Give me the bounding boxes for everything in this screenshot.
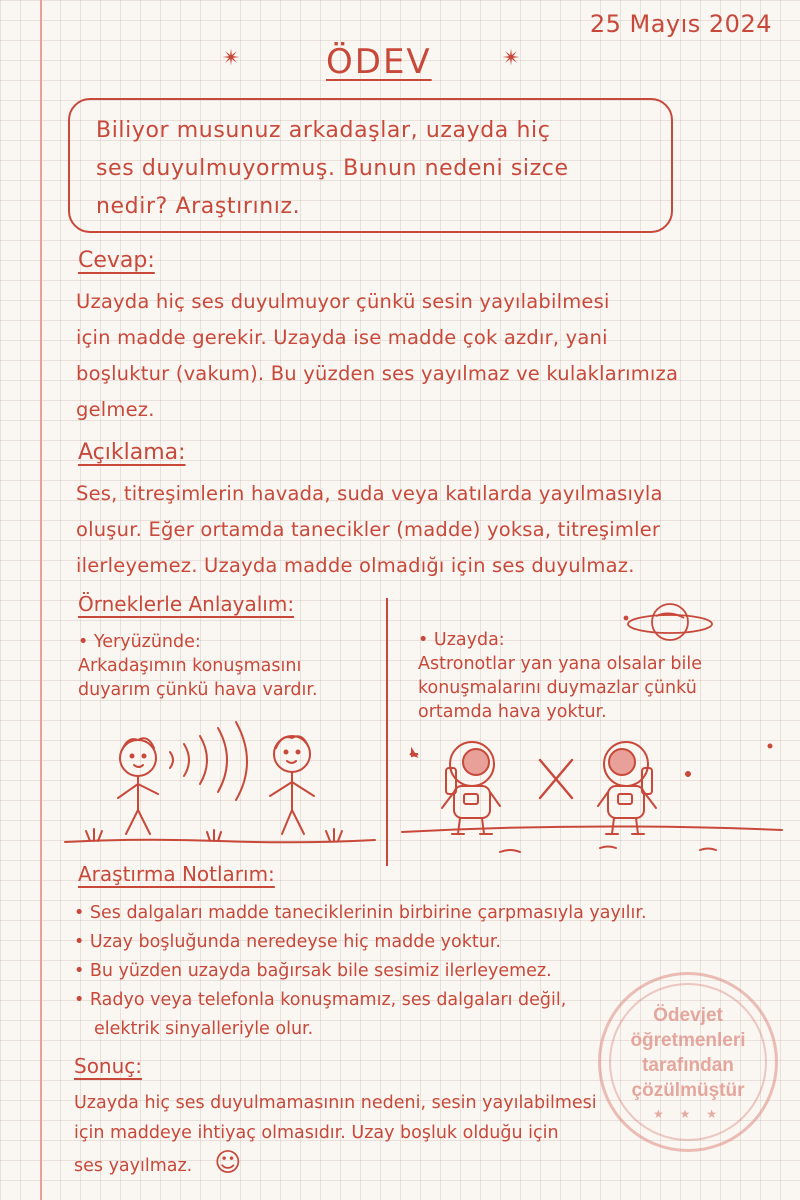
- divider: [386, 598, 388, 866]
- notes-heading: Araştırma Notlarım:: [78, 862, 275, 886]
- question-box: [68, 98, 673, 233]
- explanation-line: Ses, titreşimlerin havada, suda veya katılarda yayılmasıyla: [76, 482, 663, 505]
- page-title: ÖDEV: [326, 42, 432, 82]
- earth-illustration: [60, 720, 380, 850]
- stamp-line: Ödevjet: [653, 1005, 723, 1026]
- answer-heading: Cevap:: [78, 248, 155, 273]
- astronaut-icon: [598, 742, 656, 834]
- answer-line: gelmez.: [76, 398, 155, 421]
- conclusion-last: ses yayılmaz.: [74, 1156, 193, 1176]
- answer-line: Uzayda hiç ses duyulmuyor çünkü sesin yayılabilmesi: [76, 290, 610, 313]
- conclusion-line: Uzayda hiç ses duyulmamasının nedeni, sesin yayılabilmesi: [74, 1093, 597, 1113]
- list-item: • Bu yüzden uzayda bağırsak bile sesimiz ilerleyemez.: [74, 961, 552, 981]
- question-line: Biliyor musunuz arkadaşlar, uzayda hiç: [96, 118, 551, 143]
- explanation-line: ilerleyemez. Uzayda madde olmadığı için ses duyulmaz.: [76, 554, 635, 577]
- stamp-inner: [609, 983, 767, 1141]
- planet-icon: [620, 598, 720, 648]
- conclusion-line: [74, 1148, 614, 1181]
- question-line: nedir? Araştırınız.: [96, 194, 301, 219]
- answer-line: boşluktur (vakum). Bu yüzden ses yayılmaz ve kulaklarımıza: [76, 362, 679, 385]
- explanation-text: [76, 476, 796, 584]
- space-line: Astronotlar yan yana olsalar bile: [418, 654, 703, 674]
- list-item: • Radyo veya telefonla konuşmamız, ses dalgaları değil,: [74, 990, 567, 1010]
- list-item: • Uzay boşluğunda neredeyse hiç madde yoktur.: [74, 932, 501, 952]
- stamp-line: tarafından: [642, 1055, 734, 1076]
- list-item: • Ses dalgaları madde taneciklerinin birbirine çarpmasıyla yayılır.: [74, 903, 647, 923]
- explanation-line: oluşur. Eğer ortamda tanecikler (madde) yoksa, titreşimler: [76, 518, 661, 541]
- margin-line: [40, 0, 42, 1200]
- answer-line: için madde gerekir. Uzayda ise madde çok azdır, yani: [76, 326, 608, 349]
- smiley-icon: ☺: [214, 1148, 242, 1178]
- stamp-line: çözülmüştür: [631, 1080, 745, 1101]
- explanation-heading: Açıklama:: [78, 440, 186, 465]
- space-example: [418, 628, 788, 724]
- star-icon: ✴: [222, 46, 241, 71]
- examples-heading: Örneklerle Anlayalım:: [78, 592, 295, 616]
- stamp-line: öğretmenleri: [630, 1030, 746, 1051]
- earth-line: duyarım çünkü hava vardır.: [78, 680, 318, 700]
- earth-title: • Yeryüzünde:: [78, 632, 201, 652]
- question-line: ses duyulmuyormuş. Bunun nedeni sizce: [96, 156, 569, 181]
- answer-text: [76, 284, 796, 428]
- space-illustration: [400, 730, 785, 860]
- earth-example: [78, 630, 378, 702]
- astronaut-icon: [442, 742, 500, 834]
- space-title: • Uzayda:: [418, 630, 505, 650]
- earth-line: Arkadaşımın konuşmasını: [78, 656, 302, 676]
- date: 25 Mayıs 2024: [589, 10, 772, 38]
- conclusion-heading: Sonuç:: [74, 1054, 143, 1078]
- conclusion-line: için maddeye ihtiyaç olmasıdır. Uzay boşluk olduğu için: [74, 1123, 559, 1143]
- stamp-stars: ★ ★ ★: [653, 1107, 723, 1121]
- conclusion-text: [74, 1088, 614, 1181]
- space-line: konuşmalarını duymazlar çünkü: [418, 678, 697, 698]
- list-item: elektrik sinyalleriyle olur.: [94, 1019, 314, 1039]
- teacher-stamp: [598, 972, 778, 1152]
- space-line: ortamda hava yoktur.: [418, 702, 607, 722]
- star-icon: ✴: [502, 46, 521, 71]
